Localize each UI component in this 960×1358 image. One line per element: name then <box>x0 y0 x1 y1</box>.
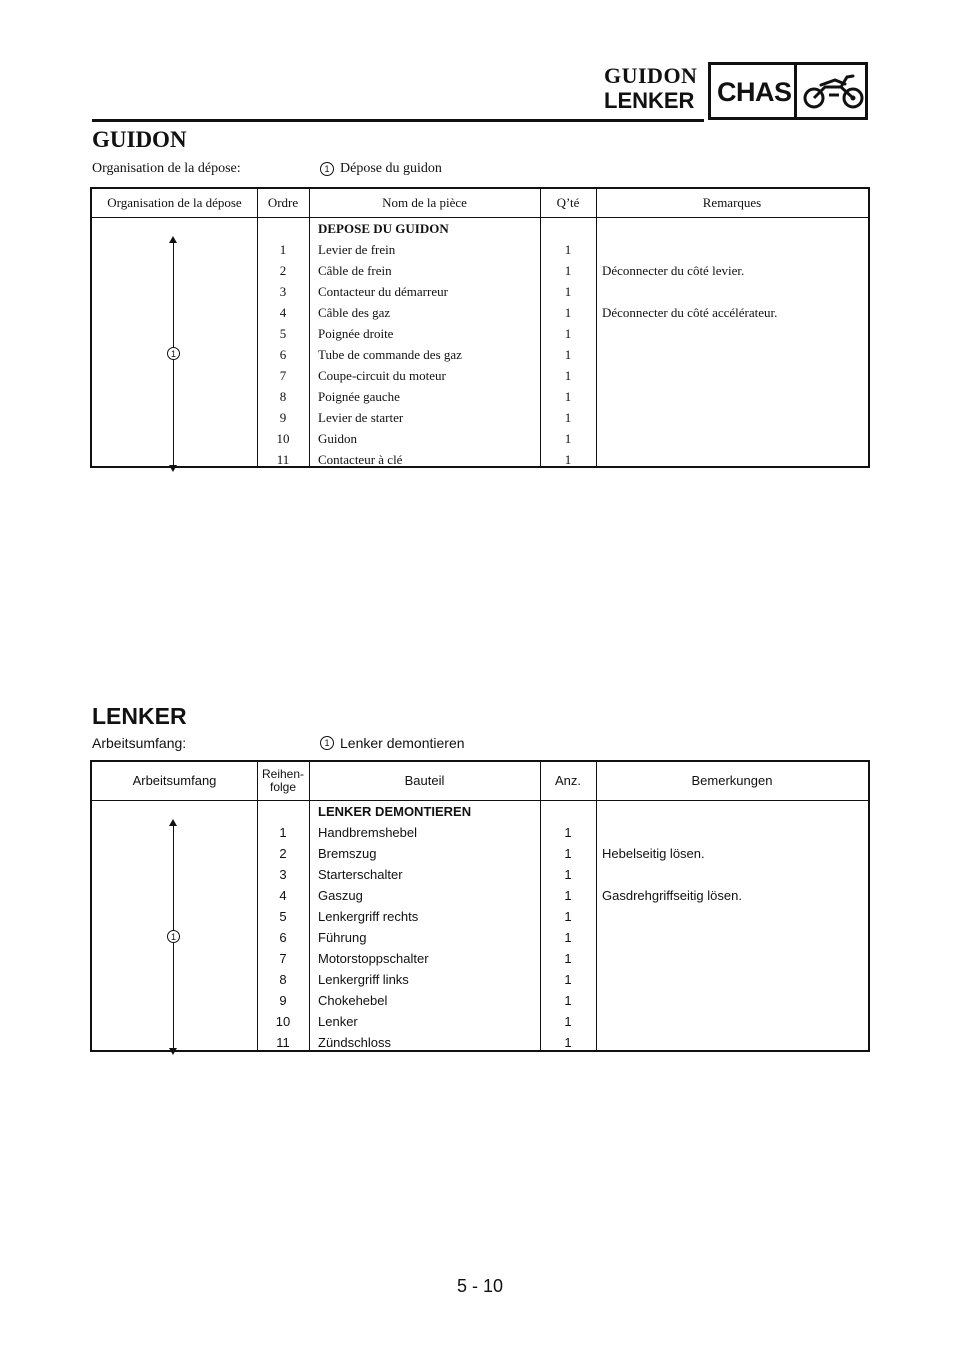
part-name-cell: Câble de frein <box>318 263 392 278</box>
quantity-cell: 1 <box>564 1014 572 1029</box>
part-name-cell: Zündschloss <box>318 1035 391 1050</box>
quantity-cell: 1 <box>564 452 572 467</box>
order-cell: 10 <box>276 431 290 446</box>
group-marker: 1 <box>167 347 180 360</box>
quantity-cell: 1 <box>564 867 572 882</box>
quantity-cell: 1 <box>564 389 572 404</box>
col-header-remarks: Remarques <box>702 194 762 210</box>
org-value-text: Dépose du guidon <box>340 161 442 176</box>
part-name-cell: Levier de frein <box>318 242 396 257</box>
order-cell: 6 <box>279 347 287 362</box>
org-value-text: Lenker demontieren <box>340 735 465 751</box>
chas-label: CHAS <box>717 77 792 107</box>
order-cell: 8 <box>279 972 287 987</box>
remark-cell: Déconnecter du côté accélérateur. <box>602 305 778 320</box>
table-row <box>92 281 868 302</box>
col-header-part: Nom de la pièce <box>382 194 467 210</box>
procedure-heading: LENKER DEMONTIEREN <box>318 804 472 819</box>
table-row <box>92 969 868 990</box>
remark-cell: Hebelseitig lösen. <box>602 846 705 861</box>
remark-cell: Gasdrehgriffseitig lösen. <box>602 888 742 903</box>
order-cell: 4 <box>279 888 287 903</box>
table-row <box>92 239 868 260</box>
table-row <box>92 990 868 1011</box>
quantity-cell: 1 <box>564 263 572 278</box>
order-cell: 7 <box>279 951 287 966</box>
org-value-de <box>320 735 465 751</box>
part-name-cell: Bremszug <box>318 846 377 861</box>
part-name-cell: Starterschalter <box>318 867 403 882</box>
quantity-cell: 1 <box>564 993 572 1008</box>
table-row <box>92 260 868 281</box>
quantity-cell: 1 <box>564 909 572 924</box>
order-cell: 9 <box>279 993 287 1008</box>
table-row <box>92 449 868 470</box>
table-row <box>92 407 868 428</box>
part-name-cell: Motorstoppschalter <box>318 951 429 966</box>
quantity-cell: 1 <box>564 305 572 320</box>
table-row <box>92 365 868 386</box>
removal-table-de <box>90 760 870 1052</box>
order-cell: 3 <box>279 867 287 882</box>
part-name-cell: Führung <box>318 930 367 945</box>
step-number-circle: 1 <box>320 736 334 750</box>
header-title-de: LENKER <box>604 88 695 113</box>
table-row <box>92 1011 868 1032</box>
order-cell: 2 <box>279 846 287 861</box>
table-row <box>92 344 868 365</box>
table-row <box>92 927 868 948</box>
quantity-cell: 1 <box>564 347 572 362</box>
part-name-cell: Levier de starter <box>318 410 404 425</box>
col-header-org: Arbeitsumfang <box>132 772 217 788</box>
quantity-cell: 1 <box>564 368 572 383</box>
order-cell: 1 <box>279 242 287 257</box>
part-name-cell: Poignée gauche <box>318 389 400 404</box>
chas-badge <box>708 62 868 120</box>
table-row <box>92 843 868 864</box>
part-name-cell: Gaszug <box>318 888 363 903</box>
org-label-de: Arbeitsumfang: <box>92 735 187 751</box>
order-cell: 10 <box>275 1014 291 1029</box>
quantity-cell: 1 <box>564 242 572 257</box>
table-header <box>92 189 868 218</box>
group-marker: 1 <box>167 930 180 943</box>
table-row <box>92 302 868 323</box>
quantity-cell: 1 <box>564 1035 572 1050</box>
part-name-cell: Câble des gaz <box>318 305 391 320</box>
quantity-cell: 1 <box>564 825 572 840</box>
quantity-cell: 1 <box>564 930 572 945</box>
table-row <box>92 428 868 449</box>
part-name-cell: Coupe-circuit du moteur <box>318 368 446 383</box>
removal-table-fr <box>90 187 870 468</box>
table-heading-row <box>92 218 868 239</box>
quantity-cell: 1 <box>564 888 572 903</box>
procedure-heading: DEPOSE DU GUIDON <box>318 221 449 236</box>
quantity-cell: 1 <box>564 410 572 425</box>
header-rule <box>92 119 704 122</box>
part-name-cell: Lenker <box>318 1014 358 1029</box>
part-name-cell: Poignée droite <box>318 326 394 341</box>
page-number: 5 - 10 <box>456 1276 504 1296</box>
section-title-de: LENKER <box>92 703 187 729</box>
order-cell: 1 <box>279 825 287 840</box>
table-row <box>92 885 868 906</box>
quantity-cell: 1 <box>564 326 572 341</box>
org-label-fr: Organisation de la dépose: <box>92 161 241 176</box>
col-header-qty: Anz. <box>554 772 581 788</box>
col-header-order: Ordre <box>267 194 299 210</box>
col-header-org: Organisation de la dépose <box>107 194 242 210</box>
table-header <box>92 762 868 801</box>
table-row <box>92 323 868 344</box>
table-row <box>92 822 868 843</box>
section-title-fr: GUIDON <box>92 127 187 152</box>
table-row <box>92 1032 868 1053</box>
chas-divider <box>794 65 797 117</box>
order-cell: 11 <box>276 452 290 467</box>
order-cell: 8 <box>279 389 287 404</box>
step-number-circle: 1 <box>320 162 334 176</box>
order-cell: 2 <box>279 263 287 278</box>
order-cell: 6 <box>279 930 287 945</box>
col-header-qty: Q’té <box>556 194 580 210</box>
part-name-cell: Handbremshebel <box>318 825 418 840</box>
col-header-order: Reihen- folge <box>261 766 305 794</box>
header-title-fr: GUIDON <box>604 63 698 88</box>
part-name-cell: Lenkergriff links <box>318 972 409 987</box>
quantity-cell: 1 <box>564 284 572 299</box>
table-row <box>92 906 868 927</box>
order-cell: 9 <box>279 410 287 425</box>
order-cell: 11 <box>276 1035 290 1050</box>
org-value-fr <box>320 161 442 177</box>
part-name-cell: Contacteur du démarreur <box>318 284 448 299</box>
table-row <box>92 386 868 407</box>
quantity-cell: 1 <box>564 951 572 966</box>
quantity-cell: 1 <box>564 846 572 861</box>
order-cell: 5 <box>279 909 287 924</box>
order-cell: 5 <box>279 326 287 341</box>
part-name-cell: Contacteur à clé <box>318 452 403 467</box>
table-heading-row <box>92 801 868 822</box>
table-row <box>92 864 868 885</box>
quantity-cell: 1 <box>564 972 572 987</box>
quantity-cell: 1 <box>564 431 572 446</box>
order-cell: 7 <box>279 368 287 383</box>
motorcycle-icon <box>801 71 865 113</box>
order-cell: 4 <box>279 305 287 320</box>
col-header-remarks: Bemerkungen <box>691 772 773 788</box>
part-name-cell: Guidon <box>318 431 357 446</box>
part-name-cell: Tube de commande des gaz <box>318 347 462 362</box>
part-name-cell: Lenkergriff rechts <box>318 909 419 924</box>
part-name-cell: Chokehebel <box>318 993 388 1008</box>
order-cell: 3 <box>279 284 287 299</box>
col-header-part: Bauteil <box>404 772 445 788</box>
table-row <box>92 948 868 969</box>
remark-cell: Déconnecter du côté levier. <box>602 263 745 278</box>
